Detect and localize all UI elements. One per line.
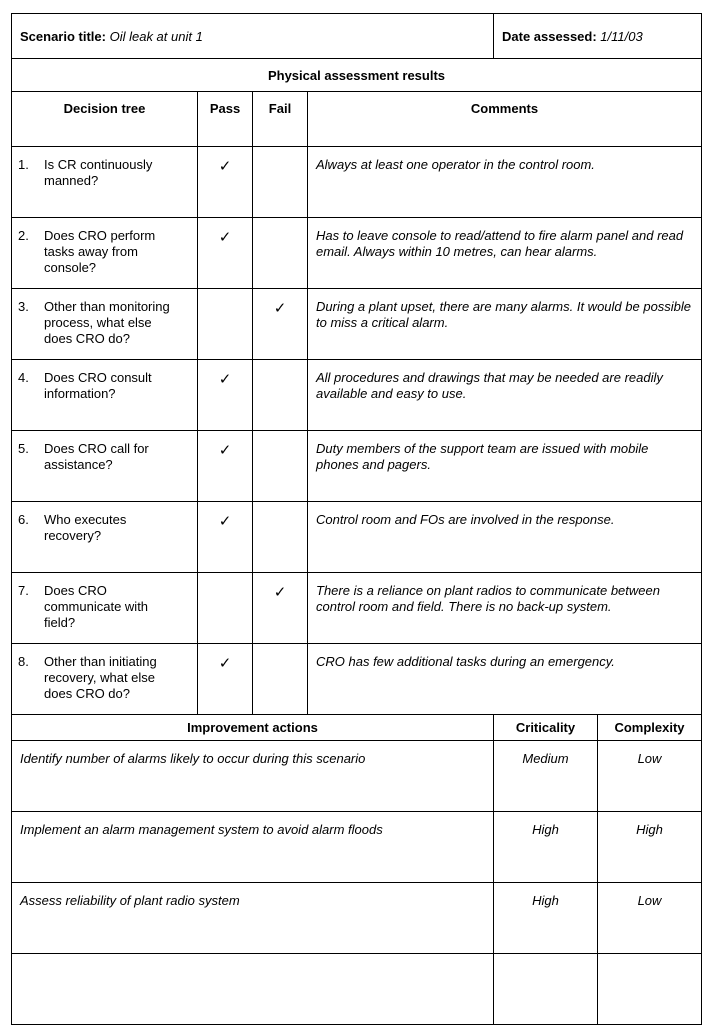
- fail-mark: [253, 502, 308, 573]
- improvement-action: Identify number of alarms likely to occur during this scenario: [12, 741, 494, 812]
- improvement-action: Assess reliability of plant radio system: [12, 883, 494, 954]
- complexity-value: [598, 954, 702, 1025]
- pass-mark: [198, 289, 253, 360]
- fail-mark: [253, 431, 308, 502]
- fail-mark: ✓: [253, 289, 308, 360]
- question-text: Does CRO call for assistance?: [44, 441, 149, 472]
- pass-mark: ✓: [198, 644, 253, 715]
- question-text: Is CR continuously manned?: [44, 157, 153, 188]
- date-assessed-cell: [494, 14, 702, 59]
- question-cell: [12, 289, 198, 360]
- table-row: [12, 573, 702, 644]
- table-row: [12, 218, 702, 289]
- fail-mark: ✓: [253, 573, 308, 644]
- table-row: [12, 431, 702, 502]
- improvement-actions-header: Improvement actions: [12, 715, 494, 741]
- table-row: [12, 289, 702, 360]
- column-header-row: [12, 92, 702, 147]
- table-row: [12, 360, 702, 431]
- complexity-header: Complexity: [598, 715, 702, 741]
- question-text: Other than initiating recovery, what else does CRO do?: [44, 654, 157, 701]
- comment-cell: During a plant upset, there are many alarms. It would be possible to miss a critical alarm.: [308, 289, 702, 360]
- improvement-row: [12, 883, 702, 954]
- comment-cell: Always at least one operator in the control room.: [308, 147, 702, 218]
- scenario-title-label: Scenario title:: [20, 28, 106, 44]
- comments-header: Comments: [308, 92, 702, 147]
- scenario-title-value: Oil leak at unit 1: [109, 28, 203, 44]
- question-cell: [12, 218, 198, 289]
- complexity-value: High: [598, 812, 702, 883]
- complexity-value: Low: [598, 883, 702, 954]
- question-number: 6.: [18, 512, 29, 527]
- question-text: Does CRO perform tasks away from console?: [44, 228, 156, 275]
- question-number: 5.: [18, 441, 29, 456]
- comment-cell: CRO has few additional tasks during an emergency.: [308, 644, 702, 715]
- question-cell: [12, 431, 198, 502]
- criticality-value: High: [494, 883, 598, 954]
- comment-cell: Has to leave console to read/attend to fire alarm panel and read email. Always within 10 metres, can hear alarms.: [308, 218, 702, 289]
- question-cell: [12, 644, 198, 715]
- question-number: 4.: [18, 370, 29, 385]
- question-number: 3.: [18, 299, 29, 314]
- fail-header: Fail: [253, 92, 308, 147]
- question-cell: [12, 573, 198, 644]
- table-row: [12, 147, 702, 218]
- fail-mark: [253, 218, 308, 289]
- comment-cell: All procedures and drawings that may be needed are readily available and easy to use.: [308, 360, 702, 431]
- improvement-action: [12, 954, 494, 1025]
- decision-tree-header: Decision tree: [12, 92, 198, 147]
- pass-header: Pass: [198, 92, 253, 147]
- question-cell: [12, 360, 198, 431]
- header-row: [12, 14, 702, 59]
- fail-mark: [253, 360, 308, 431]
- question-text: Who executes recovery?: [44, 512, 127, 543]
- question-cell: [12, 147, 198, 218]
- fail-mark: [253, 147, 308, 218]
- pass-mark: [198, 573, 253, 644]
- scenario-title-cell: [12, 14, 494, 59]
- question-cell: [12, 502, 198, 573]
- assessment-table: [11, 13, 702, 1025]
- pass-mark: ✓: [198, 431, 253, 502]
- improvement-row: [12, 741, 702, 812]
- complexity-value: Low: [598, 741, 702, 812]
- assessment-form: [11, 13, 701, 1025]
- fail-mark: [253, 644, 308, 715]
- question-number: 7.: [18, 583, 29, 598]
- table-row: [12, 502, 702, 573]
- question-text: Does CRO communicate with field?: [44, 583, 149, 630]
- pass-mark: ✓: [198, 147, 253, 218]
- question-number: 1.: [18, 157, 29, 172]
- criticality-value: Medium: [494, 741, 598, 812]
- question-number: 8.: [18, 654, 29, 669]
- criticality-value: High: [494, 812, 598, 883]
- section-title: Physical assessment results: [12, 59, 702, 92]
- table-row: [12, 644, 702, 715]
- improvement-action: Implement an alarm management system to avoid alarm floods: [12, 812, 494, 883]
- question-text: Does CRO consult information?: [44, 370, 152, 401]
- criticality-value: [494, 954, 598, 1025]
- question-number: 2.: [18, 228, 29, 243]
- improvement-row: [12, 954, 702, 1025]
- improvement-row: [12, 812, 702, 883]
- comment-cell: Control room and FOs are involved in the response.: [308, 502, 702, 573]
- section-title-row: [12, 59, 702, 92]
- pass-mark: ✓: [198, 502, 253, 573]
- comment-cell: There is a reliance on plant radios to communicate between control room and field. There is no back-up system.: [308, 573, 702, 644]
- improvement-header-row: [12, 715, 702, 741]
- date-assessed-label: Date assessed:: [502, 28, 597, 44]
- question-text: Other than monitoring process, what else does CRO do?: [44, 299, 170, 346]
- pass-mark: ✓: [198, 360, 253, 431]
- date-assessed-value: 1/11/03: [600, 28, 643, 44]
- comment-cell: Duty members of the support team are issued with mobile phones and pagers.: [308, 431, 702, 502]
- criticality-header: Criticality: [494, 715, 598, 741]
- pass-mark: ✓: [198, 218, 253, 289]
